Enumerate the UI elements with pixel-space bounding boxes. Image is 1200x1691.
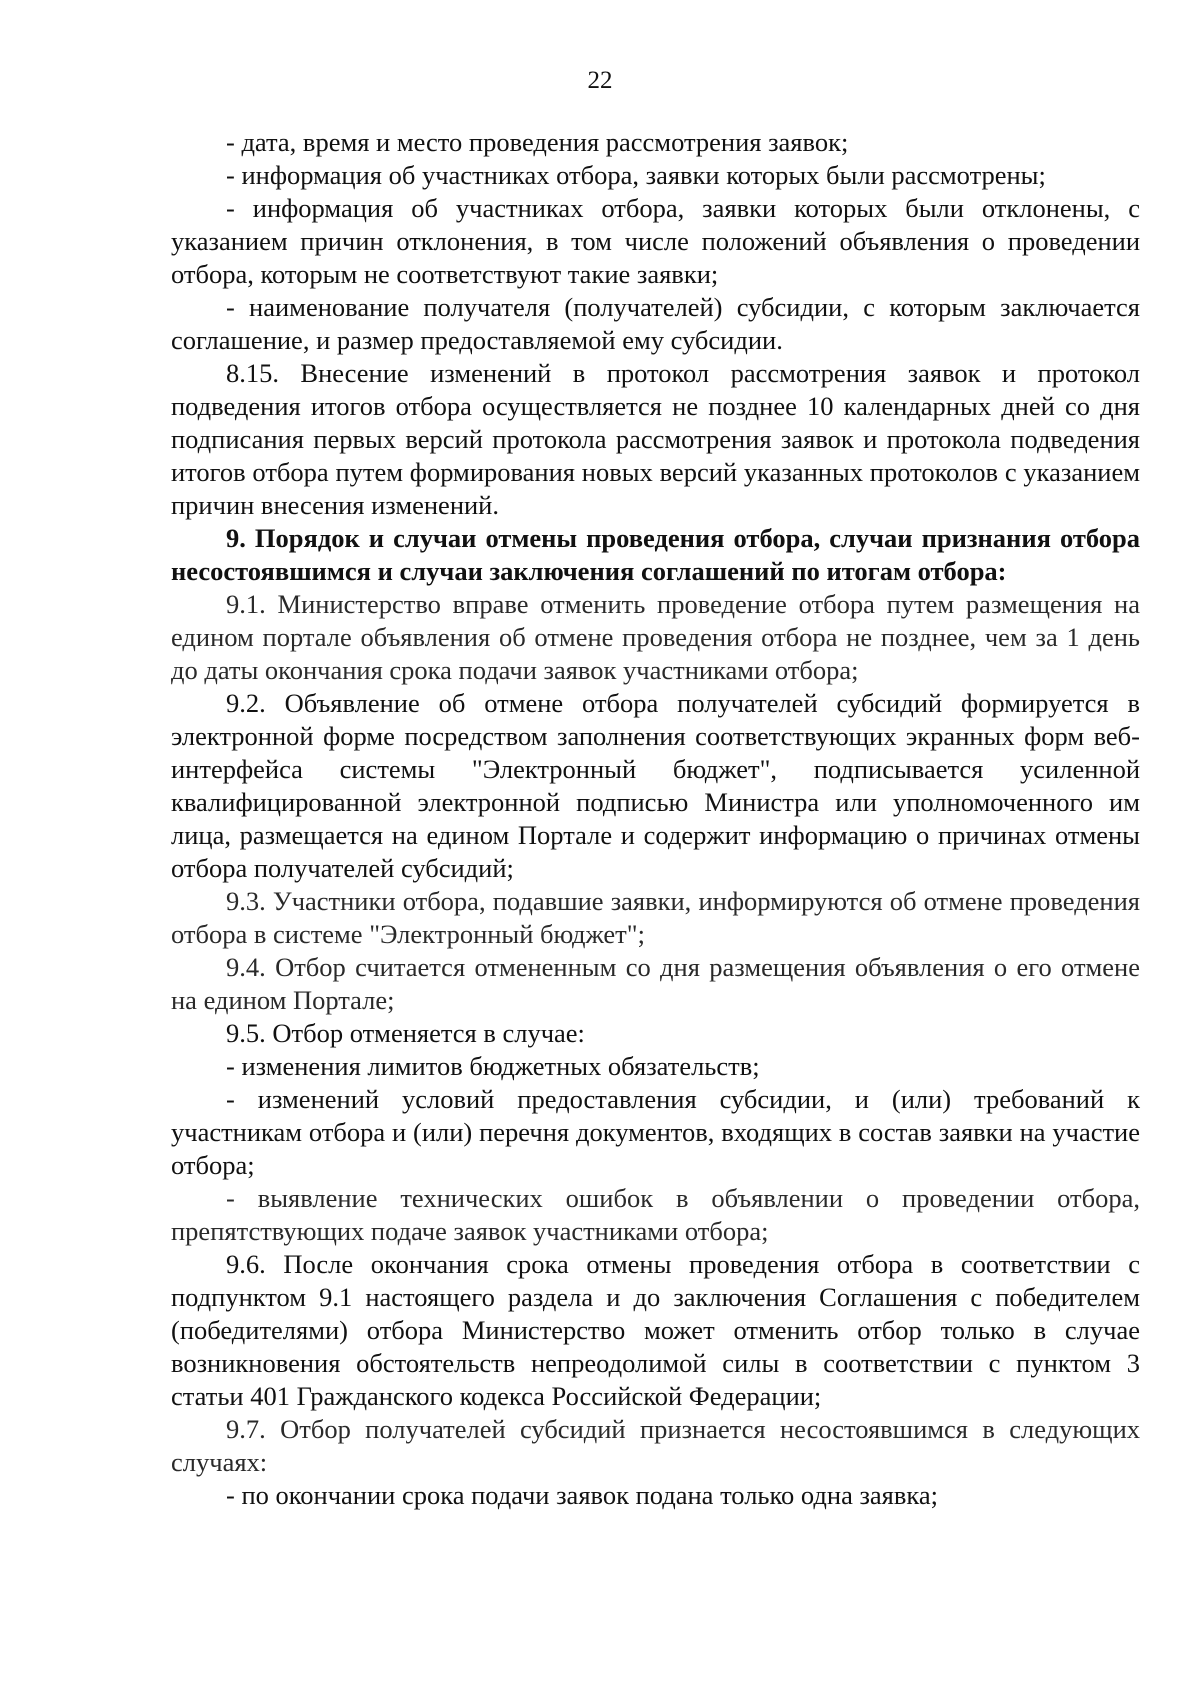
list-item-rejected-participants: - информация об участниках отбора, заявки которых были отклонены, с указанием причин отклонения, в том числе положений объявления о проведении отбора, которым не соответствуют такие заявки;	[171, 193, 1140, 289]
paragraph-9-6: 9.6. После окончания срока отмены проведения отбора в соответствии с подпунктом 9.1 настоящего раздела и до заключения Соглашения с победителем (победителями) отбора Министерство может отменить отбор только в случае возникновения обстоятельств непреодолимой силы в соответствии с пунктом 3 статьи 401 Гражданского кодекса Российской Федерации;	[171, 1249, 1140, 1411]
list-item-recipient-name: - наименование получателя (получателей) субсидии, с которым заключается соглашение, и размер предоставляемой ему субсидии.	[171, 292, 1140, 355]
list-item-budget-limits: - изменения лимитов бюджетных обязательств;	[226, 1051, 760, 1081]
list-item-date-time-place: - дата, время и место проведения рассмотрения заявок;	[226, 127, 849, 157]
paragraph-9-7: 9.7. Отбор получателей субсидий признается несостоявшимся в следующих случаях:	[171, 1414, 1140, 1477]
paragraph-9-1: 9.1. Министерство вправе отменить проведение отбора путем размещения на едином портале объявления об отмене проведения отбора не позднее, чем за 1 день до даты окончания срока подачи заявок участниками отбора;	[171, 589, 1140, 685]
list-item-reviewed-participants: - информация об участниках отбора, заявки которых были рассмотрены;	[226, 160, 1046, 190]
paragraph-9-4: 9.4. Отбор считается отмененным со дня размещения объявления о его отмене на едином Портале;	[171, 952, 1140, 1015]
paragraph-8-15: 8.15. Внесение изменений в протокол рассмотрения заявок и протокол подведения итогов отбора осуществляется не позднее 10 календарных дней со дня подписания первых версий протокола рассмотрения заявок и протокола подведения итогов отбора путем формирования новых версий указанных протоколов с указанием причин внесения изменений.	[171, 358, 1140, 520]
paragraph-9-2: 9.2. Объявление об отмене отбора получателей субсидий формируется в электронной форме посредством заполнения соответствующих экранных форм веб-интерфейса системы "Электронный бюджет", подписывается усиленной квалифицированной электронной подписью Министра или уполномоченного им лица, размещается на едином Портале и содержит информацию о причинах отмены отбора получателей субсидий;	[171, 688, 1140, 883]
section-heading-9: 9. Порядок и случаи отмены проведения отбора, случаи признания отбора несостоявшимся и случаи заключения соглашений по итогам отбора:	[171, 523, 1140, 586]
paragraph-9-5: 9.5. Отбор отменяется в случае:	[226, 1018, 585, 1048]
list-item-conditions-change: - изменений условий предоставления субсидии, и (или) требований к участникам отбора и (или) перечня документов, входящих в состав заявки на участие отбора;	[171, 1084, 1140, 1180]
document-body	[171, 126, 1140, 1512]
list-item-single-application: - по окончании срока подачи заявок подана только одна заявка;	[226, 1480, 938, 1510]
list-item-technical-errors: - выявление технических ошибок в объявлении о проведении отбора, препятствующих подаче заявок участниками отбора;	[171, 1183, 1140, 1246]
paragraph-9-3: 9.3. Участники отбора, подавшие заявки, информируются об отмене проведения отбора в системе "Электронный бюджет";	[171, 886, 1140, 949]
page-number: 22	[587, 67, 613, 94]
